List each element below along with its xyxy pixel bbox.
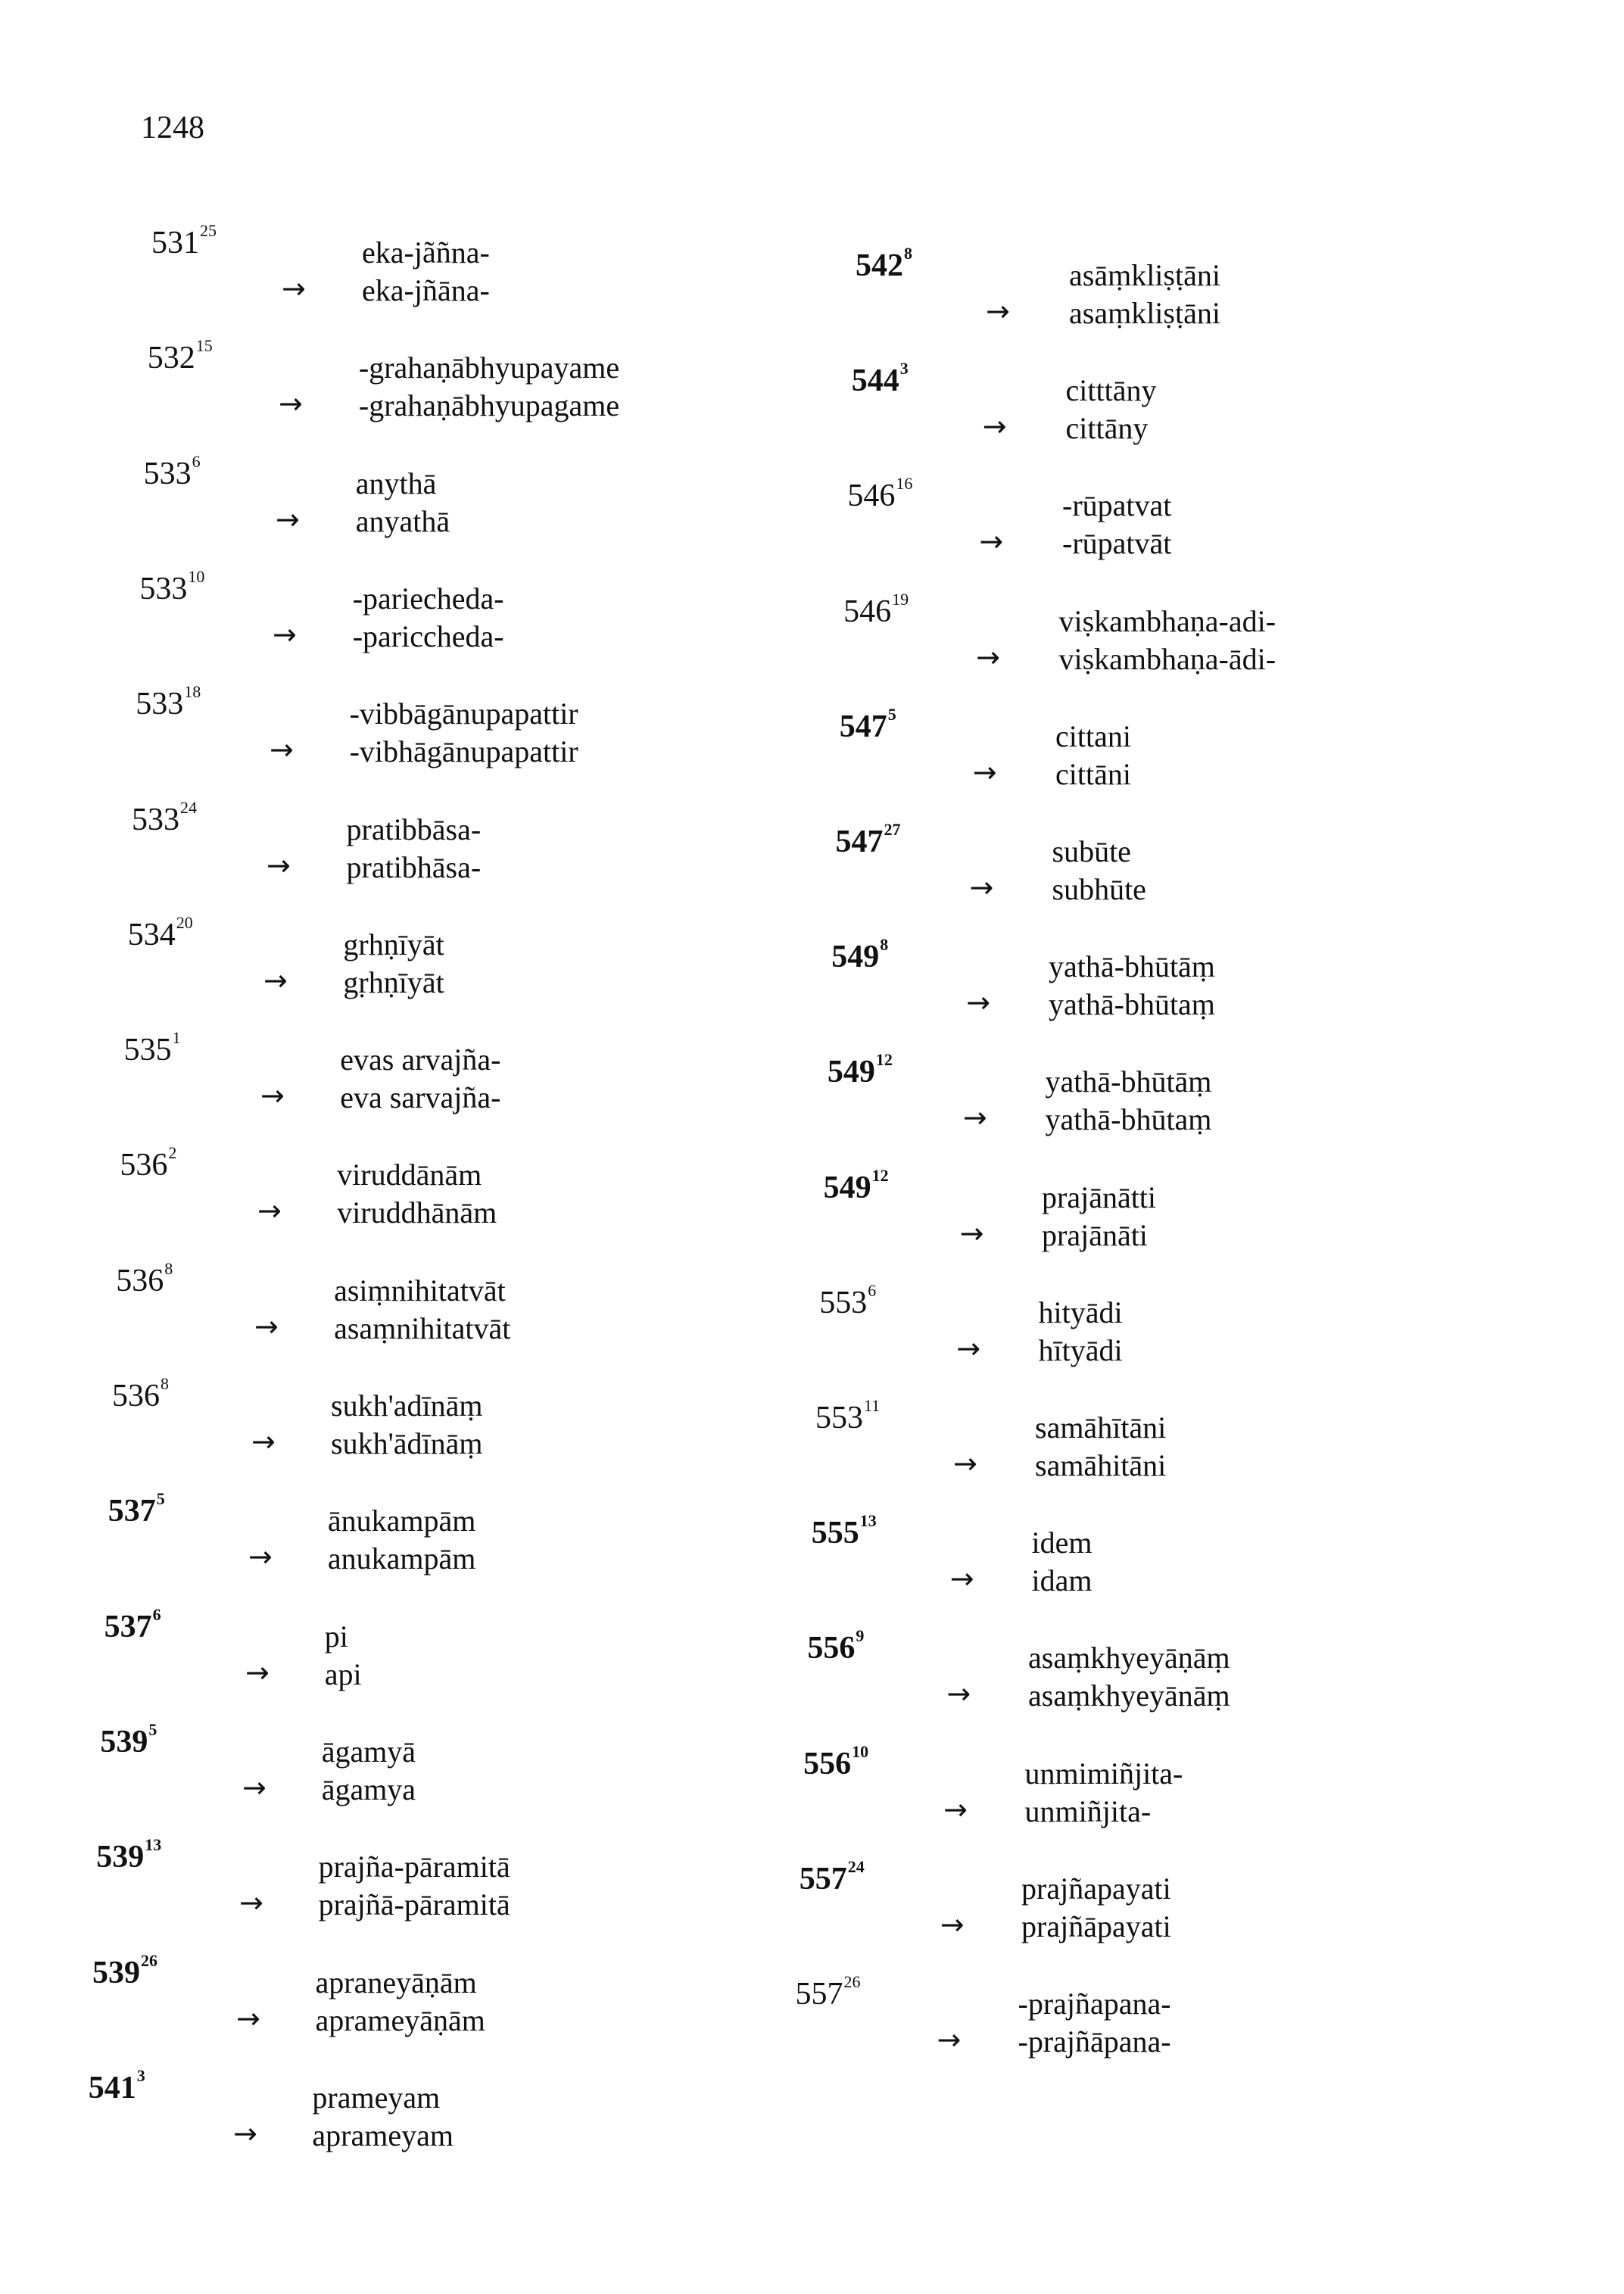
erroneous-reading: anythā — [355, 466, 437, 500]
corrected-reading: -rūpatvāt — [1062, 526, 1172, 561]
page-ref: 553 — [815, 1401, 863, 1435]
page-ref: 557 — [795, 1977, 843, 2012]
page-ref: 536 — [112, 1379, 160, 1413]
right-arrow-icon: → — [962, 1101, 987, 1135]
line-ref: 13 — [859, 1511, 877, 1531]
corrected-reading: -prajñāpana- — [1018, 2024, 1171, 2059]
page-ref: 537 — [104, 1609, 152, 1644]
right-arrow-icon: → — [282, 272, 306, 305]
page-ref: 553 — [819, 1285, 868, 1320]
erroneous-reading: yathā-bhūtāṃ — [1049, 949, 1215, 984]
right-arrow-icon: → — [276, 502, 300, 536]
line-ref: 1 — [172, 1028, 181, 1048]
erroneous-reading: ānukampām — [327, 1504, 476, 1538]
line-ref: 12 — [875, 1050, 893, 1070]
erroneous-reading: cittani — [1055, 718, 1131, 753]
reference-number — [815, 1396, 881, 1435]
right-arrow-icon: → — [233, 2116, 257, 2150]
right-arrow-icon: → — [946, 1677, 971, 1711]
line-ref: 3 — [899, 359, 909, 379]
right-arrow-icon: → — [979, 525, 1004, 559]
corrected-reading: hītyādi — [1038, 1332, 1123, 1367]
right-arrow-icon: → — [267, 848, 291, 882]
line-ref: 18 — [184, 682, 201, 702]
erroneous-reading: apraneyāṇām — [315, 1965, 477, 1999]
page-ref: 534 — [127, 917, 176, 952]
corrigendum-entry — [0, 589, 1276, 694]
corrected-reading: prajñā-pāramitā — [318, 1887, 510, 1922]
right-arrow-icon: → — [937, 2023, 962, 2056]
corrected-reading: prajānāti — [1042, 1217, 1148, 1252]
corrected-reading: idam — [1031, 1563, 1093, 1598]
right-arrow-icon: → — [273, 617, 297, 651]
page-ref: 557 — [799, 1861, 847, 1897]
erroneous-reading: -prajñapana- — [1018, 1987, 1171, 2021]
erroneous-reading: grhṇīyāt — [343, 927, 444, 962]
line-ref: 5 — [148, 1719, 157, 1739]
reference-number — [811, 1511, 877, 1551]
corrected-reading: asaṃnihitatvāt — [334, 1311, 511, 1345]
reference-number — [856, 244, 912, 283]
right-arrow-icon: → — [956, 1331, 981, 1365]
line-ref: 8 — [904, 244, 912, 263]
erroneous-reading: -vibbāgānupapattir — [349, 697, 578, 731]
line-ref: 8 — [161, 1374, 169, 1393]
page-ref: 533 — [132, 802, 179, 837]
erroneous-reading: asiṃnihitatvāt — [334, 1273, 506, 1308]
line-ref: 8 — [164, 1258, 173, 1278]
erroneous-reading: asaṃkhyeyāṇāṃ — [1028, 1641, 1230, 1675]
erroneous-reading: hityādi — [1038, 1295, 1123, 1329]
erroneous-reading: eka-jãñna- — [362, 235, 490, 270]
erroneous-reading: samāhītāni — [1035, 1410, 1167, 1445]
erroneous-reading: āgamyā — [321, 1734, 416, 1769]
right-arrow-icon: → — [236, 2001, 260, 2035]
right-arrow-icon: → — [972, 755, 997, 789]
corrected-reading: viruddhānām — [337, 1195, 497, 1230]
right-arrow-icon: → — [257, 1194, 282, 1228]
line-ref: 9 — [856, 1626, 865, 1646]
line-ref: 16 — [896, 474, 913, 494]
right-arrow-icon: → — [242, 1770, 267, 1804]
line-ref: 10 — [852, 1741, 869, 1761]
line-ref: 26 — [843, 1972, 861, 1991]
erroneous-reading: prajānātti — [1042, 1180, 1157, 1214]
right-arrow-icon: → — [959, 1216, 984, 1250]
page-ref: 533 — [143, 456, 192, 491]
page-ref: 549 — [827, 1055, 875, 1090]
corrected-reading: aprameyāṇām — [315, 2003, 485, 2037]
corrected-reading: api — [324, 1657, 362, 1691]
right-arrow-icon: → — [943, 1792, 968, 1826]
erroneous-reading: sukh'adīnāṃ — [331, 1389, 483, 1423]
page-ref: 533 — [136, 687, 184, 722]
corrigendum-entry — [0, 244, 1220, 348]
erroneous-reading: -rūpatvat — [1062, 488, 1172, 523]
erroneous-reading: prameyam — [312, 2080, 441, 2115]
line-ref: 26 — [141, 1950, 157, 1970]
line-ref: 24 — [847, 1856, 865, 1876]
reference-number — [847, 474, 913, 514]
corrected-reading: sukh'ādīnāṃ — [331, 1426, 483, 1460]
corrected-reading: asaṃkliṣṭāni — [1069, 296, 1220, 330]
right-arrow-icon: → — [969, 871, 994, 904]
right-arrow-icon: → — [270, 733, 294, 767]
corrected-reading: -grahaṇābhyupagame — [358, 388, 620, 423]
right-arrow-icon: → — [966, 986, 991, 1020]
corrected-reading: anyathā — [355, 503, 450, 538]
line-ref: 12 — [871, 1165, 889, 1185]
line-ref: 20 — [176, 912, 193, 932]
line-ref: 10 — [188, 566, 205, 586]
line-ref: 24 — [180, 797, 197, 817]
corrected-reading: āgamya — [321, 1772, 416, 1806]
corrected-reading: subhūte — [1052, 872, 1146, 906]
reference-number — [831, 935, 889, 975]
line-ref: 6 — [192, 451, 201, 471]
right-arrow-icon: → — [279, 387, 303, 421]
erroneous-reading: unmimiñjita- — [1024, 1756, 1183, 1791]
line-ref: 8 — [880, 935, 889, 955]
corrected-reading: eva sarvajña- — [340, 1080, 501, 1115]
reference-number — [799, 1856, 865, 1897]
right-arrow-icon: → — [263, 963, 288, 997]
right-arrow-icon: → — [251, 1425, 276, 1458]
right-arrow-icon: → — [940, 1907, 965, 1941]
page-ref: 536 — [120, 1148, 168, 1183]
page-ref: 539 — [92, 1955, 140, 1990]
erroneous-reading: -grahaṇābhyupayame — [358, 351, 620, 385]
page-number: 1248 — [141, 111, 204, 145]
page-ref: 546 — [847, 478, 896, 514]
erroneous-reading: evas arvajña- — [340, 1043, 501, 1077]
corrigendum-entry — [0, 474, 1172, 578]
right-arrow-icon: → — [248, 1540, 273, 1574]
corrected-reading: gṛhṇīyāt — [343, 965, 444, 999]
erroneous-reading: viṣkambhaṇa-adi- — [1058, 603, 1276, 638]
reference-number — [803, 1741, 869, 1781]
line-ref: 2 — [168, 1143, 177, 1163]
erroneous-reading: viruddānām — [337, 1158, 482, 1192]
corrected-reading: cittāny — [1065, 411, 1149, 446]
page-ref: 536 — [116, 1263, 164, 1298]
page-ref: 535 — [123, 1033, 172, 1068]
line-ref: 15 — [195, 336, 213, 356]
line-ref: 6 — [868, 1280, 877, 1300]
corrected-reading: aprameyam — [312, 2118, 454, 2152]
reference-number — [823, 1165, 889, 1205]
erroneous-reading: subūte — [1052, 834, 1131, 868]
corrigendum-entry — [0, 935, 1215, 1039]
page-ref: 556 — [807, 1631, 856, 1666]
right-arrow-icon: → — [239, 1886, 263, 1920]
page-ref: 547 — [839, 709, 887, 744]
erroneous-reading: idem — [1031, 1526, 1093, 1560]
page-ref: 537 — [108, 1494, 156, 1529]
page-ref: 541 — [88, 2070, 136, 2105]
reference-number — [835, 820, 901, 859]
erroneous-reading: yathā-bhūtāṃ — [1045, 1064, 1212, 1099]
page-ref: 549 — [823, 1170, 871, 1205]
right-arrow-icon: → — [982, 410, 1007, 444]
line-ref: 13 — [145, 1835, 162, 1855]
corrected-reading: anukampām — [327, 1541, 476, 1576]
page-ref: 555 — [811, 1516, 859, 1551]
line-ref: 27 — [884, 820, 901, 839]
reference-number — [843, 589, 909, 629]
erroneous-reading: prajñapayati — [1021, 1871, 1171, 1906]
corrected-reading: prajñāpayati — [1021, 1909, 1171, 1943]
corrected-reading: yathā-bhūtaṃ — [1049, 987, 1215, 1022]
line-ref: 19 — [892, 589, 909, 609]
corrected-reading: samāhitāni — [1035, 1448, 1167, 1482]
page-ref: 539 — [100, 1724, 148, 1759]
corrigendum-entry — [0, 359, 1157, 463]
reference-number — [819, 1280, 877, 1320]
corrected-reading: eka-jñāna- — [362, 273, 490, 307]
right-arrow-icon: → — [260, 1079, 285, 1113]
erroneous-reading: pratibbāsa- — [346, 812, 482, 846]
line-ref: 5 — [156, 1489, 165, 1509]
reference-number — [839, 704, 896, 744]
corrected-reading: unmiñjita- — [1024, 1794, 1152, 1828]
page-ref: 556 — [803, 1746, 852, 1781]
page-ref: 542 — [856, 248, 903, 283]
corrigendum-entry — [0, 820, 1146, 924]
erroneous-reading: asāṃkliṣṭāni — [1069, 258, 1220, 292]
reference-number — [807, 1626, 865, 1666]
corrected-reading: yathā-bhūtaṃ — [1045, 1102, 1212, 1137]
page-ref: 549 — [831, 940, 880, 975]
erroneous-reading: citttāny — [1065, 373, 1157, 408]
page-ref: 539 — [96, 1840, 145, 1875]
reference-number — [827, 1050, 893, 1090]
erroneous-reading: prajña-pāramitā — [318, 1850, 510, 1884]
reference-number — [795, 1972, 861, 2012]
erroneous-reading: pi — [324, 1619, 348, 1653]
line-ref: 25 — [200, 221, 217, 240]
corrected-reading: cittāni — [1055, 756, 1131, 791]
corrected-reading: asaṃkhyeyānāṃ — [1028, 1678, 1230, 1713]
corrected-reading: -pariccheda- — [352, 619, 504, 653]
line-ref: 3 — [136, 2065, 145, 2085]
right-arrow-icon: → — [953, 1447, 977, 1480]
line-ref: 6 — [152, 1604, 161, 1624]
corrected-reading: pratibhāsa- — [346, 849, 482, 884]
right-arrow-icon: → — [949, 1562, 974, 1596]
reference-number — [851, 359, 909, 399]
page-ref: 531 — [151, 226, 199, 260]
page-ref: 532 — [147, 341, 195, 376]
corrected-reading: -vibhāgānupapattir — [349, 734, 578, 769]
page-ref: 544 — [851, 363, 899, 399]
right-arrow-icon: → — [986, 295, 1010, 328]
right-arrow-icon: → — [245, 1655, 270, 1689]
page-ref: 546 — [843, 594, 892, 629]
right-arrow-icon: → — [254, 1309, 279, 1343]
page-ref: 547 — [835, 824, 884, 859]
line-ref: 5 — [887, 704, 896, 724]
right-arrow-icon: → — [976, 640, 1000, 674]
line-ref: 11 — [864, 1396, 881, 1415]
corrected-reading: viṣkambhaṇa-ādi- — [1058, 641, 1276, 676]
page-ref: 533 — [139, 571, 188, 606]
corrigendum-entry — [0, 1280, 1123, 1385]
erroneous-reading: -pariecheda- — [352, 581, 504, 616]
